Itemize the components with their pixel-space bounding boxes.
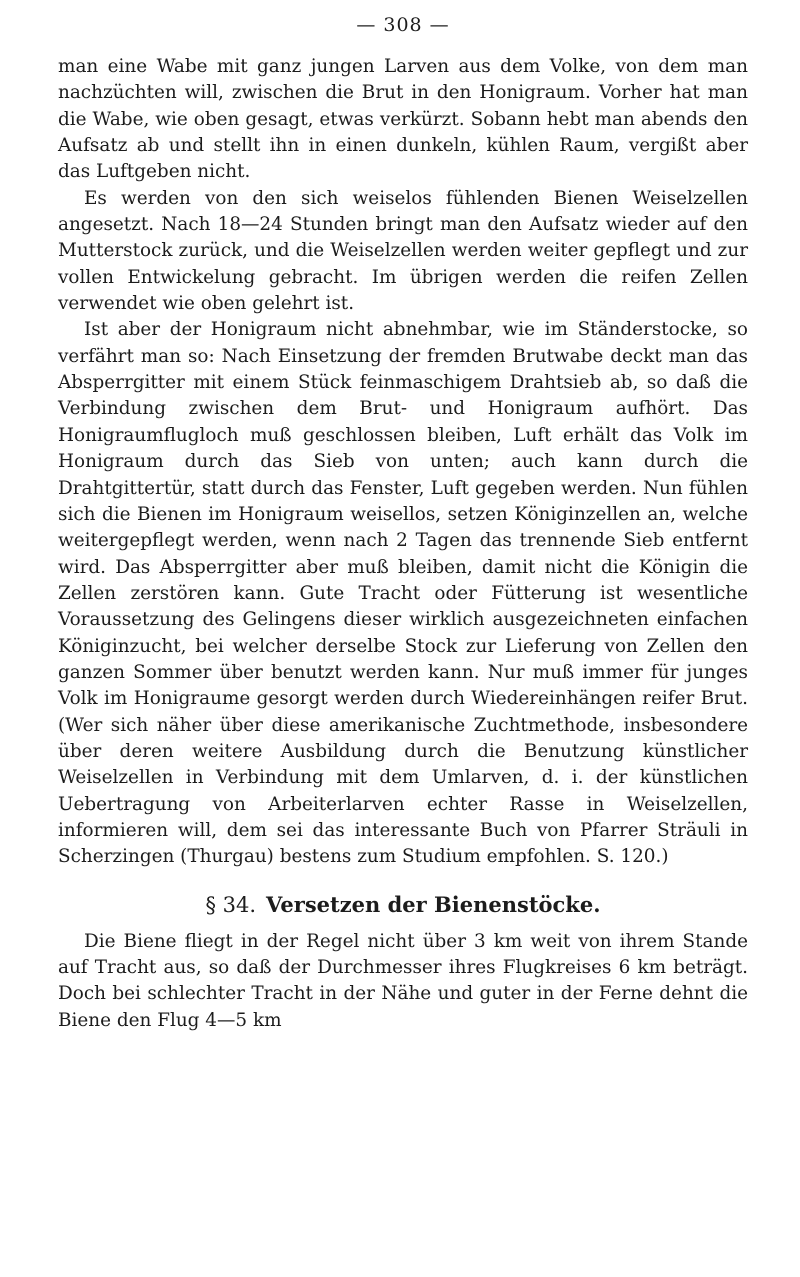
paragraph-honigraum: Ist aber der Honigraum nicht abnehmbar, wie im Ständerstocke, so verfährt man so: Nach Einsetzung der fremden Brutwabe deckt man das Absperrgitter mit einem Stück feinmaschigem Drahtsieb ab, so daß die Verbindung zwischen dem Brut- und Honigraum aufhört. Das Honigraumflugloch muß geschlossen bleiben, Luft erhält das Volk im Honigraum durch das Sieb von unten; auch kann durch die Drahtgittertür, statt durch das Fenster, Luft gegeben werden. Nun fühlen sich die Bienen im Honigraum weisellos, setzen Königinzellen an, welche weitergepflegt werden, wenn nach 2 Tagen das trennende Sieb entfernt wird. Das Absperrgitter aber muß bleiben, damit nicht die Königin die Zellen zerstören kann. Gute Tracht oder Fütterung ist wesentliche Voraussetzung des Gelingens dieser wirklich ausgezeichneten einfachen Königinzucht, bei welcher derselbe Stock zur Lieferung von Zellen den ganzen Sommer über benutzt werden kann. Nur muß immer für junges Volk im Honigraume gesorgt werden durch Wiedereinhängen reifer Brut. (Wer sich näher über diese amerikanische Zuchtmethode, insbesondere über deren weitere Ausbildung durch die Benutzung künstlicher Weiselzellen in Verbindung mit dem Umlarven, d. i. der künstlichen Uebertragung von Arbeiterlarven echter Rasse in Weiselzellen, informieren will, dem sei das interessante Buch von Pfarrer Sträuli in Scherzingen (Thurgau) bestens zum Studium empfohlen. S. 120.) [58,319,748,868]
paragraph-continuation: man eine Wabe mit ganz jungen Larven aus dem Volke, von dem man nachzüchten will, zwischen die Brut in den Honigraum. Vorher hat man die Wabe, wie oben gesagt, etwas verkürzt. Sobann hebt man abends den Aufsatz ab und stellt ihn in einen dunkeln, kühlen Raum, vergißt aber das Luftgeben nicht. [58,56,748,183]
book-page [58,0,748,1277]
paragraph-section-34: Die Biene fliegt in der Regel nicht über 3 km weit von ihrem Stande auf Tracht aus, so daß der Durchmesser ihres Flugkreises 6 km beträgt. Doch bei schlechter Tracht in der Nähe und guter in der Ferne dehnt die Biene den Flug 4—5 km [58,930,748,1031]
section-heading [58,891,748,919]
section-title: Versetzen der Bienenstöcke. [266,891,601,917]
body-text [58,54,748,1034]
section-number: § 34. [205,892,257,917]
paragraph-weiselzellen: Es werden von den sich weiselos fühlenden Bienen Weiselzellen angesetzt. Nach 18—24 Stunden bringt man den Aufsatz wieder auf den Mutterstock zurück, und die Weiselzellen werden weiter gepflegt und zur vollen Entwickelung gebracht. Im übrigen werden die reifen Zellen verwendet wie oben gelehrt ist. [58,187,748,315]
page-number: — 308 — [356,14,450,36]
